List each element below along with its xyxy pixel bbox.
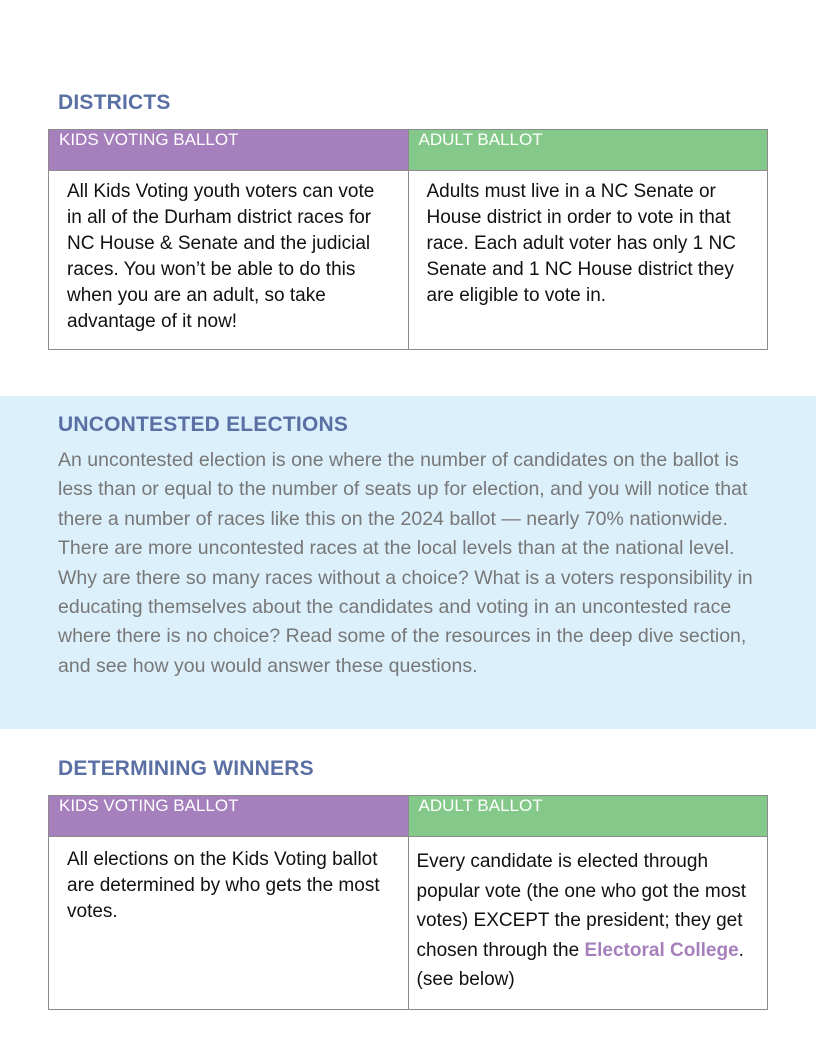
districts-table	[48, 129, 768, 350]
districts-kids-text: All Kids Voting youth voters can vote in all of the Durham district races for NC House & Senate and the judicial races. You won’t be able to do this when you are an adult, so take advantage of it now!	[49, 171, 409, 350]
winners-adult-text: Every candidate is elected through popular vote (the one who got the most votes) EXCEPT the president; they get chosen through the	[416, 851, 747, 961]
winners-adult-header: ADULT BALLOT	[408, 796, 768, 837]
electoral-college-link[interactable]: Electoral College	[584, 939, 739, 961]
districts-adult-header: ADULT BALLOT	[408, 130, 768, 171]
districts-adult-text: Adults must live in a NC Senate or House district in order to vote in that race. Each adult voter has only 1 NC Senate and 1 NC House district they are eligible to vote in.	[408, 171, 768, 350]
uncontested-body: An uncontested election is one where the number of candidates on the ballot is less than or equal to the number of seats up for election, and you will notice that there a number of races like this on the 2024 ballot — nearly 70% nationwide. There are more uncontested races at the local levels than at the national level. Why are there so many races without a choice? What is a voters responsibility in educating themselves about the candidates and voting in an uncontested race where there is no choice? Read some of the resources in the deep dive section, and see how you would answer these questions.	[58, 449, 753, 677]
winners-table	[48, 795, 768, 1010]
winners-kids-text: All elections on the Kids Voting ballot are determined by who gets the most votes.	[49, 837, 409, 1010]
uncontested-heading: UNCONTESTED ELECTIONS	[58, 413, 349, 436]
districts-kids-header: KIDS VOTING BALLOT	[49, 130, 409, 171]
winners-adult-cell	[408, 837, 768, 1010]
districts-heading: DISTRICTS	[58, 91, 171, 114]
winners-adult-text-after: . (see below)	[416, 939, 744, 990]
winners-heading: DETERMINING WINNERS	[58, 757, 314, 780]
winners-kids-header: KIDS VOTING BALLOT	[49, 796, 409, 837]
